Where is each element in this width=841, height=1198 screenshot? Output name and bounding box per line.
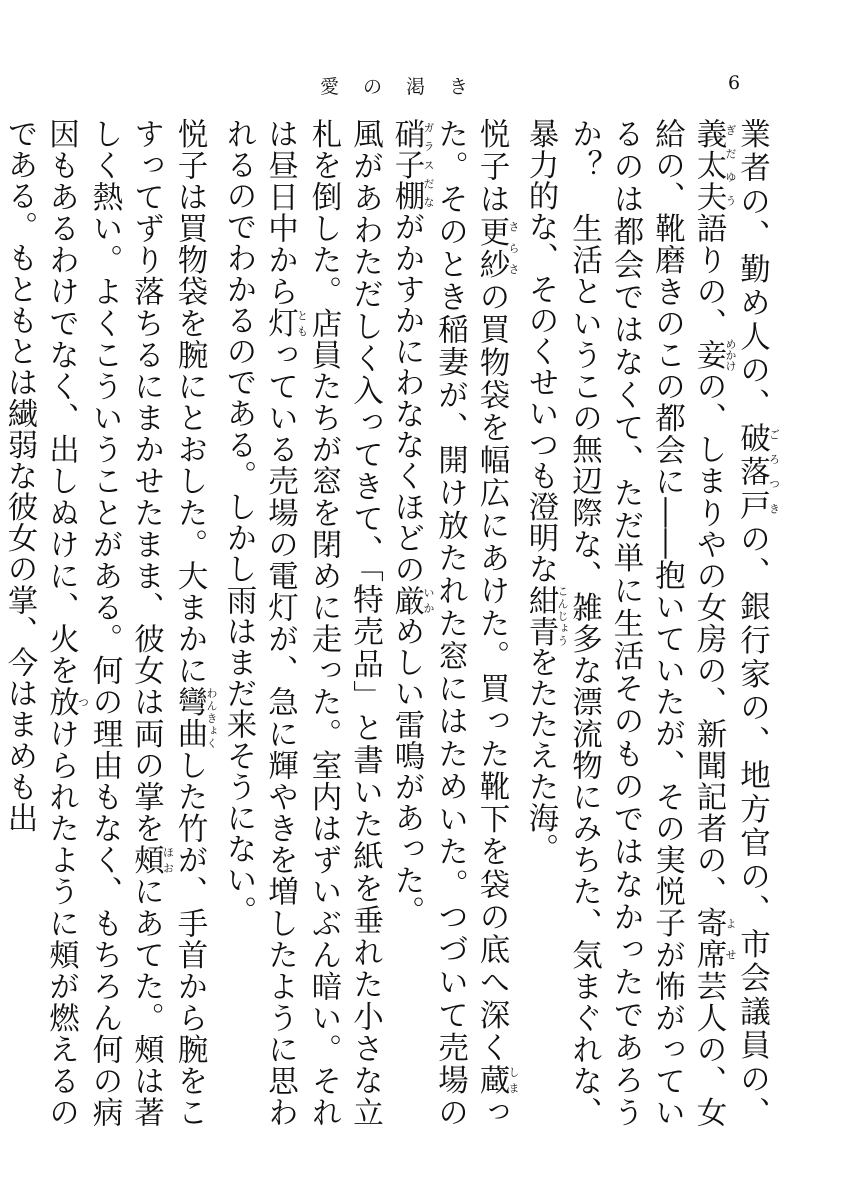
text-run: の買物袋を幅広にあけた。買った靴下を袋の底へ深く [474, 281, 509, 1065]
furigana: とも [295, 307, 309, 339]
furigana: ごろつき [767, 421, 781, 521]
ruby-word: 妾めかけ [691, 338, 737, 372]
text-run: にあてた。頰は著しく熱い。よくこういうことがある。何の理由もなく、もちろん何の病因もあるわけでなく、出しぬけに、火を [43, 118, 164, 1128]
ruby-word: 放つ [43, 686, 90, 718]
text-run: けられたように頰が燃えるのである。もともとは繊弱な彼女の掌、今はまめも出 [2, 118, 79, 1128]
vertical-text-body [2, 118, 781, 1128]
paragraph [218, 118, 386, 1128]
book-title: 愛の渇き [320, 76, 493, 98]
text-run: 悦子は [474, 118, 509, 216]
text-run: の、銀行家の、地方官の、市会議員の、 [734, 523, 770, 1128]
paragraph [520, 118, 781, 1128]
text-run: 語りの、 [691, 212, 726, 340]
furigana: よせ [724, 907, 737, 971]
ruby-word: 硝子棚ガラスだな [389, 118, 435, 212]
ruby-word: 更紗さらさ [474, 215, 520, 282]
text-run: がかすかにわななくほどの [389, 211, 424, 585]
ruby-word: 彎曲わんきょく [172, 686, 218, 750]
text-run: めしい雷鳴があった。 [389, 615, 424, 927]
text-run: った。そのとき稲妻が、開け放たれた窓にはためいた。つづいて売場の [432, 118, 509, 1128]
furigana: しま [507, 1064, 520, 1096]
ruby-word: 破落戸ごろつき [734, 421, 781, 524]
text-run: の、しまりやの女房の、新聞記者の、 [691, 370, 726, 908]
text-run: 芸人の、女給の、靴磨きのこの都会に――抱いていたが、その実悦子が怖がっているのは都会ではなくて、ただ単に生活そのものではなかったであろうか？ 生活というこの無辺際な、雑多な漂流物にみちた、気まぐれな、暴力的な、そのくせいつも澄明な [523, 118, 726, 1128]
furigana: ほお [161, 844, 175, 876]
text-run: をたたえた海。 [523, 646, 558, 865]
furigana: いか [422, 584, 435, 616]
ruby-word: 寄席よせ [691, 907, 737, 971]
furigana: わんきょく [205, 686, 218, 750]
text-run: 業者の、勤め人の、 [734, 118, 770, 422]
ruby-word: 義太夫ぎだゆう [691, 118, 737, 213]
paragraph [0, 118, 218, 1128]
ruby-word: 頰ほお [128, 844, 175, 876]
ruby-word: 灯とも [262, 307, 309, 340]
text-run: 風があわただしく入ってきて、「特売品」と書いた紙を垂れた小さな立札を倒した。店員たちが窓を閉めに走った。室内はずいぶん暗い。それは昼日中から [262, 118, 383, 1128]
text-run: っている売場の電灯が、急に輝やきを増したように思われるのでわかるのである。しかし雨はまだ来そうにない。 [221, 118, 298, 1128]
furigana: さらさ [507, 215, 520, 280]
furigana: つ [76, 686, 90, 718]
furigana: ぎだゆう [724, 118, 737, 213]
furigana: ガラスだな [422, 118, 435, 212]
page-number: 6 [728, 72, 741, 94]
furigana: こんじょう [556, 584, 569, 647]
text-run: した竹が、手首から腕をこすってずり落ちるにまかせたまま、彼女は両の掌を [128, 118, 207, 1128]
ruby-word: 蔵しま [474, 1064, 520, 1097]
ruby-word: 厳いか [389, 584, 435, 616]
running-head [0, 72, 841, 102]
paragraph [386, 118, 520, 1128]
ruby-word: 紺青こんじょう [523, 584, 569, 647]
text-run: 悦子は買物袋を腕にとおした。大まかに [172, 118, 207, 687]
furigana: めかけ [724, 338, 737, 372]
